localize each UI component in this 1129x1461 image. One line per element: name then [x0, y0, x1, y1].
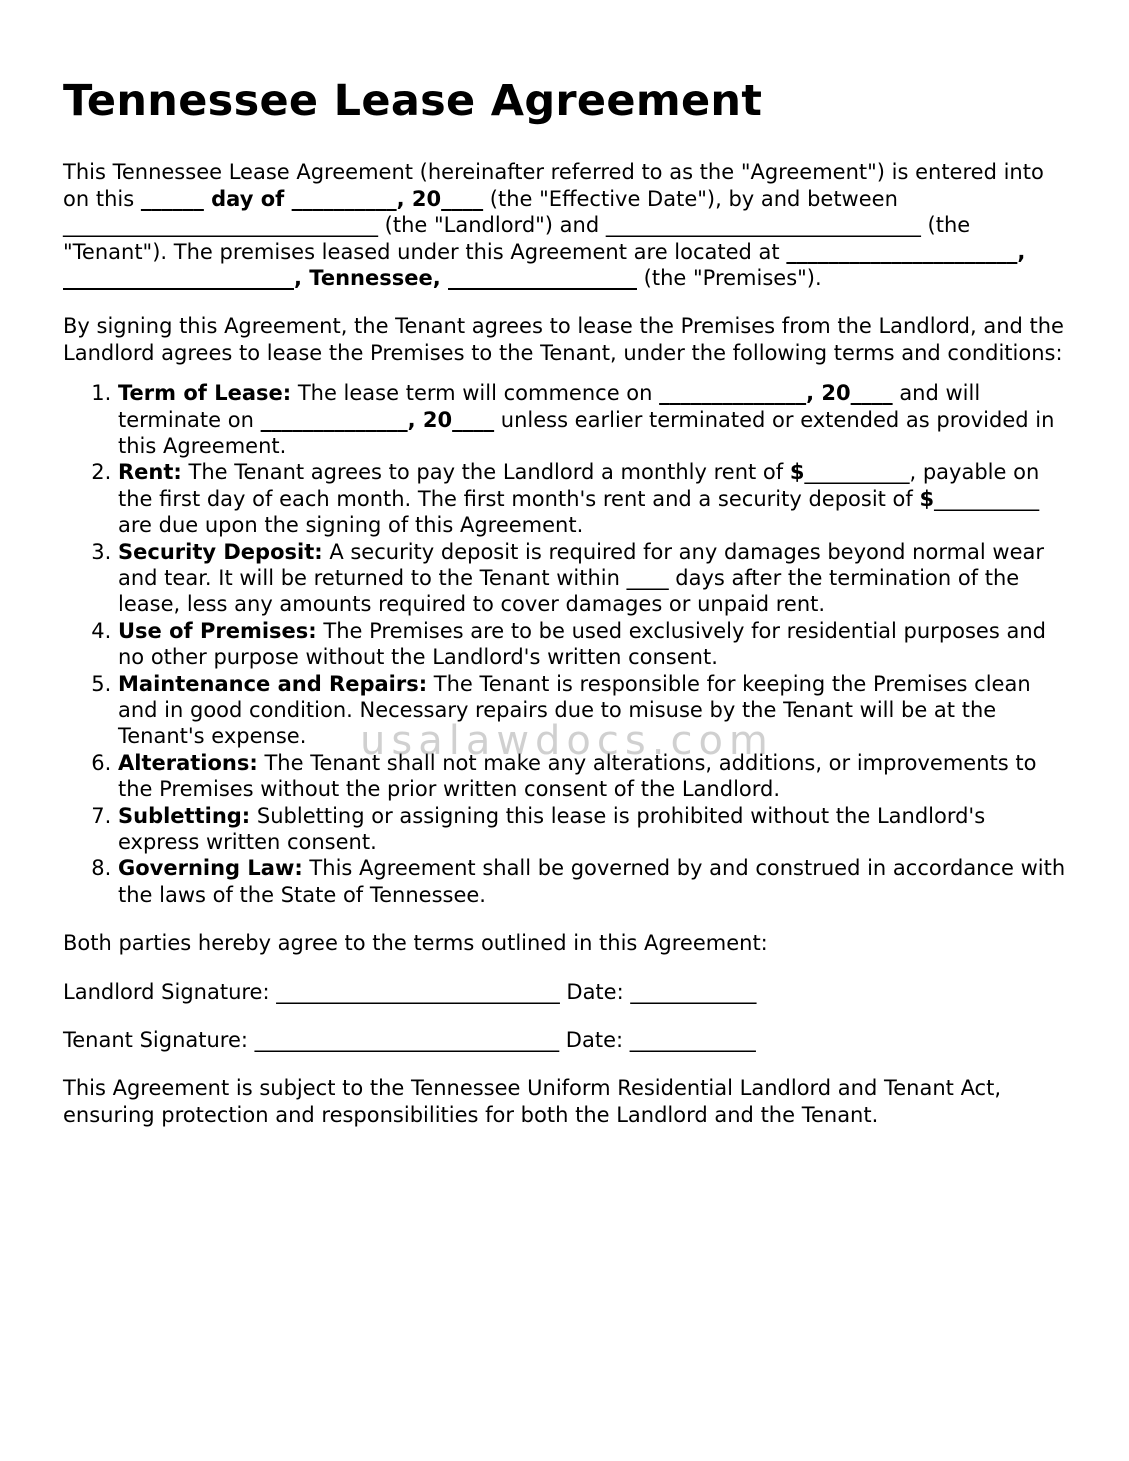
start-date-blank: ______________, 20____ [659, 381, 893, 406]
term-heading: Use of Premises: [118, 618, 317, 643]
term-text: The Premises are to be used exclusively for residential purposes and no other purpose without the Landlord's written consent. [118, 618, 1046, 670]
term-heading: Governing Law: [118, 856, 303, 881]
term-heading: Term of Lease: [118, 381, 292, 406]
term-maintenance [118, 671, 1073, 750]
term-heading: Alterations: [118, 750, 258, 775]
terms-list [63, 380, 1073, 908]
intro-text-3: (the "Premises"). [636, 265, 822, 290]
rent-dollar-sign: $ [789, 460, 805, 485]
effective-date-blank: ______ day of __________, 20____ [140, 186, 484, 211]
term-governing-law [118, 855, 1073, 908]
both-parties-statement: Both parties hereby agree to the terms outlined in this Agreement: [63, 931, 768, 956]
term-heading: Security Deposit: [118, 539, 323, 564]
term-subletting [118, 803, 1073, 856]
landlord-signature-line: Landlord Signature: ___________________________ Date: ____________ [63, 979, 757, 1004]
term-text: Subletting or assigning this lease is prohibited without the Landlord's express written consent. [118, 803, 986, 855]
document-page [63, 78, 1073, 1128]
intro-text-1: This Tennessee Lease Agreement (hereinafter referred to as the "Agreement") is entered into on this [63, 160, 1044, 211]
term-text: unless earlier terminated or extended as provided in this Agreement. [118, 407, 1055, 458]
term-alterations [118, 750, 1073, 803]
term-text: The Tenant agrees to pay the Landlord a monthly rent of [181, 460, 790, 485]
watermark: usalawdocs.com [360, 718, 774, 764]
term-text: This Agreement shall be governed by and construed in accordance with the laws of the State of Tennessee. [118, 856, 1066, 907]
term-text: The lease term will commence on [291, 381, 660, 406]
end-date-blank: ______________, 20____ [260, 407, 495, 432]
term-heading: Subletting: [118, 803, 251, 828]
term-text: and will terminate on [118, 381, 981, 432]
intro-text-2: (the "Effective Date"), by and between ______________________________ (the "Landlord") and ______________________________ (the "Tenant"). The premises leased under this Agreement are located at [63, 186, 971, 264]
term-text: The Tenant is responsible for keeping the Premises clean and in good condition. Necessary repairs due to misuse by the Tenant will be at the Tenant's expense. [118, 671, 1031, 749]
term-use-of-premises [118, 618, 1073, 671]
page-title: Tennessee Lease Agreement [63, 76, 763, 126]
closing-paragraph: This Agreement is subject to the Tennessee Uniform Residential Landlord and Tenant Act, ensuring protection and responsibilities for both the Landlord and the Tenant. [63, 1076, 1002, 1127]
term-text: __________, payable on the first day of each month. The first month's rent and a security deposit of [118, 460, 1040, 511]
term-lease [118, 380, 1073, 459]
premises-address-blank: ______________________, ______________________, Tennessee, __________________ [63, 239, 1026, 290]
term-text: __________ are due upon the signing of this Agreement. [118, 486, 1040, 538]
intro-paragraph [63, 159, 1073, 291]
deposit-dollar-sign: $ [919, 486, 935, 511]
term-text: A security deposit is required for any damages beyond normal wear and tear. It will be returned to the Tenant within ____ days after the termination of the lease, less any amounts required to cover damages or unpaid rent. [118, 539, 1045, 617]
term-heading: Maintenance and Repairs: [118, 671, 428, 696]
agreement-paragraph: By signing this Agreement, the Tenant agrees to lease the Premises from the Landlord, and the Landlord agrees to lease the Premises to the Tenant, under the following terms and conditions: [63, 314, 1064, 365]
term-rent [118, 459, 1073, 538]
term-text: The Tenant shall not make any alterations, additions, or improvements to the Premises without the prior written consent of the Landlord. [118, 750, 1037, 802]
term-heading: Rent: [118, 460, 182, 485]
tenant-signature-line: Tenant Signature: _____________________________ Date: ____________ [63, 1028, 756, 1053]
term-security-deposit [118, 539, 1073, 618]
